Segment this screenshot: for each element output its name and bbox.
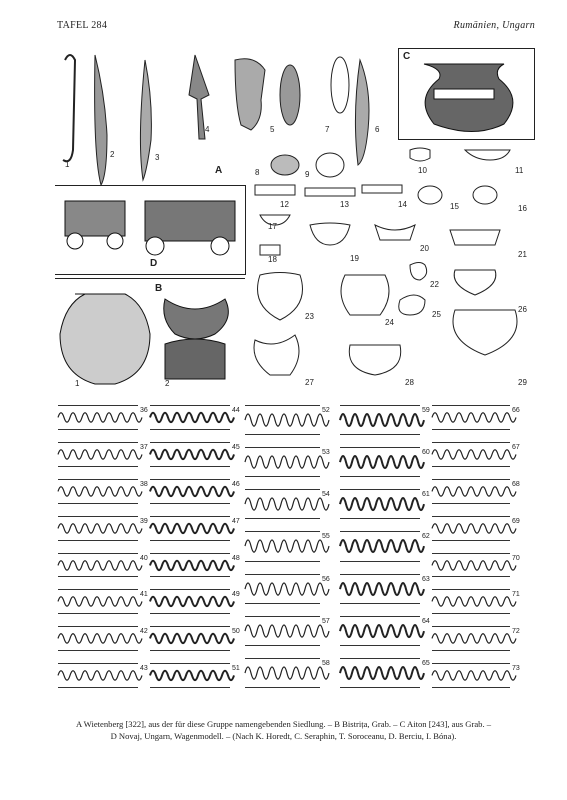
plate-caption	[30, 718, 537, 742]
band-number-39: 39	[140, 517, 148, 525]
ornament-band-38	[58, 479, 138, 504]
ornament-band-71	[432, 589, 510, 614]
fig-1: 1	[65, 160, 70, 169]
band-number-51: 51	[232, 665, 240, 673]
band-number-56: 56	[322, 575, 330, 583]
band-number-60: 60	[422, 449, 430, 457]
band-number-52: 52	[322, 407, 330, 414]
band-number-48: 48	[232, 554, 240, 562]
ornament-pattern	[58, 627, 138, 650]
ornament-band-54	[245, 489, 320, 519]
ornament-band-60	[340, 447, 420, 477]
caption-line-1: A Wietenberg [322], aus der für diese Gruppe namengebenden Siedlung. – B Bistrița, Grab. – C Aiton [243], aus Grab. –	[75, 719, 492, 729]
ornament-band-45	[150, 442, 230, 467]
ornament-pattern	[150, 443, 230, 466]
ornament-pattern	[58, 480, 138, 503]
fig-12: 12	[280, 200, 289, 209]
ornament-pattern	[432, 517, 510, 540]
ornament-band-39	[58, 516, 138, 541]
fig-5: 5	[270, 125, 275, 134]
fig-b2: 2	[165, 379, 170, 388]
ornament-pattern	[58, 664, 138, 687]
band-number-67: 67	[512, 443, 520, 451]
fig-16: 16	[518, 204, 527, 213]
band-number-66: 66	[512, 407, 520, 414]
band-number-61: 61	[422, 491, 430, 499]
fig-10: 10	[418, 166, 427, 175]
band-number-40: 40	[140, 554, 148, 562]
band-number-38: 38	[140, 480, 148, 488]
ornament-band-41	[58, 589, 138, 614]
band-number-62: 62	[422, 533, 430, 541]
ornament-pattern	[340, 575, 420, 603]
ornament-pattern	[58, 554, 138, 577]
band-number-55: 55	[322, 533, 330, 541]
fig-4: 4	[205, 125, 210, 134]
fig-24: 24	[385, 318, 394, 327]
ornament-pattern	[340, 659, 420, 687]
ornament-pattern	[58, 406, 138, 429]
ornament-pattern	[340, 490, 420, 518]
ornament-band-44	[150, 405, 230, 430]
ornament-pattern	[58, 590, 138, 613]
ornament-band-58	[245, 658, 320, 688]
fig-b1: 1	[75, 379, 80, 388]
ornament-pattern	[432, 406, 510, 429]
band-number-44: 44	[232, 407, 240, 414]
ornament-pattern	[432, 627, 510, 650]
ornament-pattern	[150, 627, 230, 650]
band-number-46: 46	[232, 480, 240, 488]
panel-b-grave-finds	[55, 278, 245, 389]
ornament-band-61	[340, 489, 420, 519]
fig-18: 18	[268, 255, 277, 264]
band-number-71: 71	[512, 591, 520, 599]
panel-b-label: B	[155, 283, 163, 294]
ornament-band-40	[58, 553, 138, 578]
ornament-pattern	[432, 590, 510, 613]
fig-25: 25	[432, 310, 441, 319]
band-number-65: 65	[422, 659, 430, 667]
ornament-pattern	[245, 659, 320, 687]
ornament-pattern	[340, 406, 420, 434]
ornament-band-46	[150, 479, 230, 504]
ornament-pattern	[245, 406, 320, 434]
band-number-50: 50	[232, 628, 240, 636]
fig-27: 27	[305, 378, 314, 387]
fig-9: 9	[305, 170, 310, 179]
ornament-pattern	[432, 480, 510, 503]
fig-13: 13	[340, 200, 349, 209]
fig-28: 28	[405, 378, 414, 387]
ornament-pattern	[150, 664, 230, 687]
band-number-49: 49	[232, 591, 240, 599]
fig-22: 22	[430, 280, 439, 289]
panel-c-drawing	[399, 49, 534, 139]
vessel-profiles-drawing	[250, 140, 540, 390]
fig-17: 17	[268, 222, 277, 231]
band-number-63: 63	[422, 575, 430, 583]
band-number-64: 64	[422, 617, 430, 625]
ornament-band-36	[58, 405, 138, 430]
fig-23: 23	[305, 312, 314, 321]
fig-11: 11	[515, 166, 524, 175]
fig-19: 19	[350, 254, 359, 263]
ornament-band-63	[340, 574, 420, 604]
band-number-43: 43	[140, 665, 148, 673]
plate-number: TAFEL 284	[57, 20, 108, 31]
panel-c-vessel	[398, 48, 535, 140]
ornament-pattern	[245, 448, 320, 476]
fig-15: 15	[450, 202, 459, 211]
band-number-68: 68	[512, 480, 520, 488]
ornament-pattern	[150, 406, 230, 429]
fig-7: 7	[325, 125, 330, 134]
band-number-70: 70	[512, 554, 520, 562]
fig-8: 8	[255, 168, 260, 177]
fig-21: 21	[518, 250, 527, 259]
ornament-band-37	[58, 442, 138, 467]
ornament-pattern	[58, 517, 138, 540]
band-number-42: 42	[140, 628, 148, 636]
ornament-pattern	[245, 617, 320, 645]
ornament-band-68	[432, 479, 510, 504]
band-number-53: 53	[322, 449, 330, 457]
ornament-pattern	[432, 664, 510, 687]
ornament-band-70	[432, 553, 510, 578]
vessel-profiles	[250, 140, 540, 390]
ornament-pattern	[245, 575, 320, 603]
band-number-59: 59	[422, 407, 430, 414]
fig-20: 20	[420, 244, 429, 253]
fig-6: 6	[375, 125, 380, 134]
band-number-54: 54	[322, 491, 330, 499]
band-number-58: 58	[322, 659, 330, 667]
fig-14: 14	[398, 200, 407, 209]
band-number-72: 72	[512, 628, 520, 636]
ornament-band-48	[150, 553, 230, 578]
ornament-pattern	[58, 443, 138, 466]
band-number-47: 47	[232, 517, 240, 525]
ornament-band-72	[432, 626, 510, 651]
ornament-pattern	[245, 532, 320, 560]
fig-3: 3	[155, 153, 160, 162]
ornament-band-49	[150, 589, 230, 614]
band-number-73: 73	[512, 665, 520, 673]
caption-line-2: D Novaj, Ungarn, Wagenmodell. – (Nach K. Horedt, C. Seraphin, T. Soroceanu, D. Berciu, I. Bóna).	[110, 731, 457, 741]
band-number-57: 57	[322, 617, 330, 625]
ornament-band-59	[340, 405, 420, 435]
ornament-pattern	[340, 532, 420, 560]
ornament-band-69	[432, 516, 510, 541]
ornament-band-73	[432, 663, 510, 688]
ornament-band-65	[340, 658, 420, 688]
ornament-pattern	[150, 517, 230, 540]
ornament-pattern	[432, 443, 510, 466]
band-number-41: 41	[140, 591, 148, 599]
ornament-pattern	[432, 554, 510, 577]
ornament-band-47	[150, 516, 230, 541]
ornament-band-42	[58, 626, 138, 651]
ornament-band-50	[150, 626, 230, 651]
band-number-37: 37	[140, 443, 148, 451]
panel-d-wagon-model	[55, 185, 246, 275]
fig-26: 26	[518, 305, 527, 314]
fig-29: 29	[518, 378, 527, 387]
ornament-pattern	[340, 448, 420, 476]
ornament-band-57	[245, 616, 320, 646]
ornament-band-62	[340, 531, 420, 561]
band-number-69: 69	[512, 517, 520, 525]
ornament-band-67	[432, 442, 510, 467]
panel-c-label: C	[403, 51, 411, 62]
plate-region: Rumänien, Ungarn	[453, 20, 535, 31]
ornament-pattern	[245, 490, 320, 518]
ornament-band-56	[245, 574, 320, 604]
ornament-pattern	[150, 480, 230, 503]
ornament-band-64	[340, 616, 420, 646]
panel-a-label: A	[215, 165, 223, 176]
ornament-band-55	[245, 531, 320, 561]
panel-d-label: D	[150, 258, 158, 269]
fig-2: 2	[110, 150, 115, 159]
ornament-band-51	[150, 663, 230, 688]
band-number-36: 36	[140, 407, 148, 414]
panel-b-drawing	[55, 279, 245, 389]
ornament-pattern	[340, 617, 420, 645]
ornament-pattern	[150, 590, 230, 613]
ornament-band-43	[58, 663, 138, 688]
band-number-45: 45	[232, 443, 240, 451]
ornament-band-52	[245, 405, 320, 435]
ornament-band-53	[245, 447, 320, 477]
ornament-pattern	[150, 554, 230, 577]
ornament-band-66	[432, 405, 510, 430]
